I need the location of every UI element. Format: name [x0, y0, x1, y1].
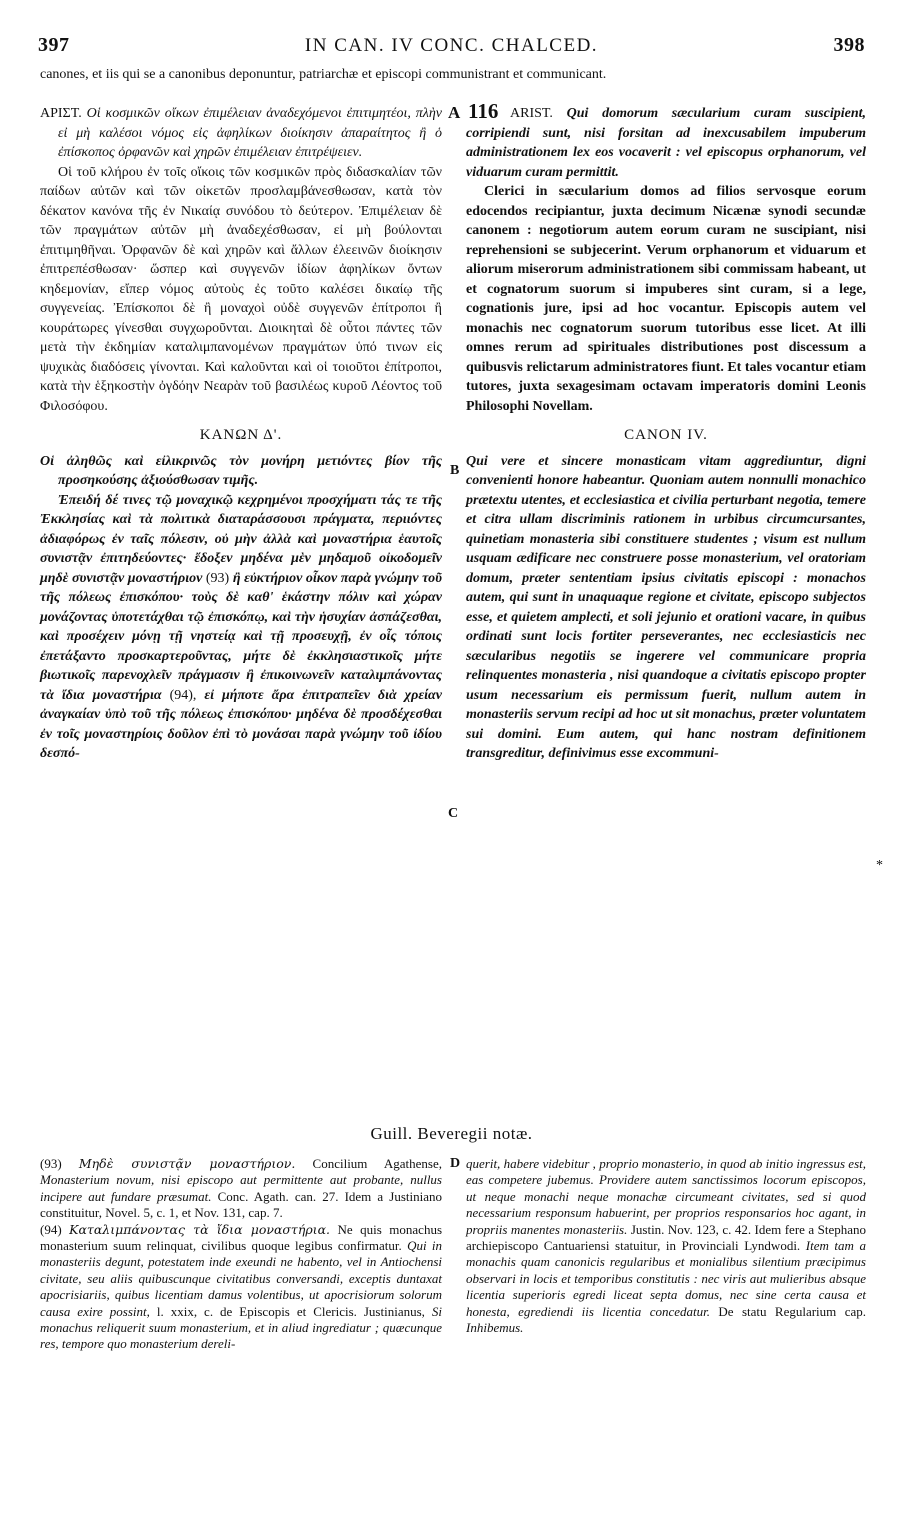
greek-canon-heading: ΚΑΝΩΝ Δ'. — [199, 427, 283, 443]
note-93-lemma: Μηδὲ συνιστᾷν μοναστήριον. — [78, 1156, 296, 1171]
note-93-text-a: Concilium Agathense, — [312, 1156, 443, 1171]
note-ref-93: (93) — [202, 570, 233, 586]
margin-marker-d: D — [450, 1156, 461, 1171]
note-94-cont-quote-a: querit, habere videbitur , proprio monasterio, in quod ab initio ingressus est, eas competere jubemus. Providere autem sanctissimos locorum episcopos, ut neque monachi neque monachæ circumeant civitates, sed si quod necessarium responsum habuerint, per proprios responsarios hoc agant, in propriis manentes monasteriis. — [466, 1156, 866, 1237]
intro-line: canones, et iis qui se a canonibus deponuntur, patriarchæ et episcopi communistrant et communicant. — [40, 67, 607, 82]
margin-marker-b: B — [450, 463, 460, 478]
note-94-quote-a: Qui in monasteriis degunt, potestatem inde exeundi ne habento, vel in Antiochensi civitate, seu aliis quibuscunque civitatibus conversandi, exceptis duntaxat apocrisiariis, quibus licentiam damus volentibus, ut apocrisiorum solorum causa exire possint, — [40, 1238, 442, 1319]
page-header — [38, 34, 865, 60]
note-ref-94: (94), — [161, 687, 205, 703]
note-94-text-a: Ne quis monachus monasterium suum relinquat, civilibus quoque legibus confirmatur. — [40, 1221, 442, 1254]
latin-commentary: Clerici in sæcularium domos ad filios servosque eorum edocendos recipiantur, juxta decimum Nicænæ synodi secundæ canonem : negotiorum autem eorum curam ne suscipiant, nisi reprehensioni se subjecerint. Verum orphanorum et viduarum et aliorum miserorum administrationem sibi commissam habeant, ut et cognatorum suorum si impuberes sint curam, si a lege, cognationis jure, ipsi ad hoc vocantur. Episcopis autem vel monachis nec cognatorum suorum tutoribus esse licet. At illi omnes rerum ad spirituales distributiones post discessum a quibusvis relictarum administratores fiunt. Et tales vocantur etiam tutores, juxta sexagesimam octavam imperatoris domini Leonis Philosophi Novellam. — [466, 184, 866, 414]
greek-canon-summary: Οἱ ἀληθῶς καὶ εἰλικρινῶς τὸν μονήρη μετιόντες βίον τῆς προσηκούσης ἀξιούσθωσαν τιμῆς. — [40, 453, 442, 488]
note-93-number: (93) — [40, 1156, 62, 1171]
latin-arist-text: Qui domorum sæcularium curam suscipient, corripiendi sunt, nisi forsitan ad inexcusabilem impuberum administrationem lex eos vocaverit : vel episcopus orphanorum, vel viduarum curam permittit. — [466, 106, 866, 180]
page-number-right: 398 — [833, 34, 865, 56]
latin-canon-text: Qui vere et sincere monasticam vitam aggrediuntur, digni convenienti honore habeantur. Quoniam autem nonnulli monachico prætextu utentes, et ecclesiastica et civilia perturbant negotia, temere et citra ullam discriminis rationem in urbibus circumcursantes, quinetiam monasteria sibi constituere studentes ; visum est nullum usquam ædificare nec construere posse monasterium, vel oratoriam domum, præter sententiam ipsius civitatis episcopi : monachos autem, qui sunt in unaquaque regione et civitate, episcopo subjectos esse, et quietem amplecti, et soli jejunio et orationi vacare, in quibus ordinati sunt locis fortiter perseverantes, nec ecclesiasticis nec sæcularibus negotiis se ingerere vel communicare propria relinquentes monasteria , nisi quandoque a civitatis episcopo propter usum necessarium eis permissum fuerit, nullum autem in monasteriis servum recipi ad hoc ut sit monachus, præter voluntatem sui domini. Eum autem, qui hanc nostram definitionem transgreditur, definivimus esse excommuni- — [466, 453, 866, 761]
note-94 — [40, 1222, 442, 1353]
greek-canon-text-1: Ἐπειδή δέ τινες τῷ μοναχικῷ κεχρημένοι προσχήματι τάς τε τῆς Ἐκκλησίας καὶ τὰ πολιτικὰ διαταράσσουσι πράγματα, περιιόντες ἀδιαφόρως ἐν ταῖς πόλεσιν, οὐ μὴν ἀλλὰ καὶ μοναστήρια ἑαυτοῖς συνιστᾷν ἐπιτηδεύοντες· ἔδοξεν μηδένα μὲν μηδαμοῦ οἰκοδομεῖν μηδὲ συνιστᾷν μοναστήριον — [40, 492, 442, 586]
latin-arist-label: ARIST. — [510, 106, 553, 121]
latin-column — [466, 104, 866, 764]
greek-canon-text-2: ἢ εὐκτήριον οἶκον παρὰ γνώμην τοῦ τῆς πόλεως ἐπισκόπου· τοὺς δὲ καθ' ἑκάστην πόλιν καὶ χώραν μονάζοντας ὑποτετάχθαι τῷ ἐπισκόπῳ, καὶ τὴν ἡσυχίαν ἀσπάζεσθαι, καὶ προσέχειν μόνῃ τῇ νηστείᾳ καὶ τῇ προσευχῇ, ἐν οἷς τόποις ἐπετάξαντο προσκαρτεροῦντας, μήτε δὲ ἐκκλησιαστικοῖς μήτε βιωτικοῖς παρενοχλεῖν πράγμασιν ἢ ἐπικοινωνεῖν καταλιμπάνοντας τὰ ἴδια μοναστήρια — [40, 570, 442, 703]
greek-arist-paragraph — [40, 104, 442, 163]
margin-marker-c: C — [448, 806, 459, 821]
page-number-left: 397 — [38, 34, 70, 56]
greek-arist-label: ΑΡΙΣΤ. — [40, 106, 82, 121]
note-94-cont-text-a: Justin. Nov. 123, c. 42. Idem fere a Stephano archiepiscopo Cantuariensi statuitur, in Provinciali Lyndwodi. — [466, 1221, 867, 1254]
greek-canon-text — [40, 491, 442, 764]
note-93 — [40, 1156, 442, 1222]
greek-commentary: Οἱ τοῦ κλήρου ἐν τοῖς οἴκοις τῶν κοσμικῶν πρὸς διδασκαλίαν τῶν παίδων αὐτῶν καὶ τῶν οἰκετῶν προσλαμβάνεσθωσαν, κατὰ τὸν δέκατον κανόνα τῆς ἐν Νικαίᾳ συνόδου τὸ δεύτερον. Ἐπιμέλειαν δὲ τῶν πραγμάτων αὐτῶν μὴ ἀναδεχέσθωσαν, εἰ μὴ βούλονται ἐπιτιμηθῆναι. Ὀρφανῶν δὲ καὶ χηρῶν καὶ ἄλλων ἐλεεινῶν διοίκησιν ἐπιτρεπέσθωσαν· ὥσπερ καὶ συγγενῶν ἰδίων ἀφηλίκων ὄντων κηδεμονίαν, εἴπερ νόμος αὐτοὺς ἐς τοῦτο καλέσει δικαίῳ τῆς συγγενείας. Ἐπίσκοποι δὲ ἢ μοναχοὶ οὐδὲ συγγενῶν ἐπίτροποι ἢ κουράτωρες γίνεσθαι συγχωροῦνται. Διοικηταὶ δὲ οὗτοι πάντες τῶν μετὰ τὴν ἐκδημίαν καταλιμπανομένων πραγμάτων ὑπό τινων εἰς ψυχικὰς διαδόσεις γίνονται. Καὶ καλοῦνται καὶ οἱ τοιοῦτοι ἐπίτροποι, κατὰ τὴν ἑξηκοστὴν ὀγδόην Νεαρὰν τοῦ βασιλέως κυροῦ Λέοντος τοῦ Φιλοσόφου. — [40, 164, 442, 414]
notes-right-column — [466, 1156, 866, 1336]
margin-marker-star: * — [876, 858, 883, 873]
notes-left-column — [40, 1156, 442, 1353]
note-94-cont-quote-b: Item tam a monachis quam canonicis regularibus et monialibus silentium præcipimus observari in locis et temporibus constitutis : nec viris aut mulieribus absque licentia superioris egredi liceat septa domus, nec sine certa causa et honesta, egrediendi iis licentia concedatur. — [466, 1238, 866, 1319]
latin-arist-paragraph — [466, 104, 866, 182]
latin-canon-heading: CANON IV. — [624, 427, 708, 443]
note-94-text-b: l. xxix, c. de Episcopis et Clericis. Justinianus, — [156, 1303, 425, 1319]
note-94-lemma: Καταλιμπάνοντας τὰ ἴδια μοναστήρια. — [69, 1221, 331, 1237]
notes-heading: Guill. Beveregii notæ. — [370, 1124, 533, 1143]
note-94-cont-text-b: De statu Regularium cap. — [718, 1303, 866, 1319]
column-number: 116 — [468, 99, 499, 123]
note-94-number: (94) — [40, 1221, 62, 1237]
note-94-cont-quote-c: Inhibemus. — [466, 1320, 524, 1336]
note-93-quote: Monasterium novum, nisi episcopo aut permittente aut probante, nullus incipere aut fundare præsumat. — [40, 1172, 442, 1204]
margin-marker-a: A — [448, 103, 461, 122]
greek-canon-text-3: εἰ μήποτε ἄρα ἐπιτραπεῖεν διὰ χρείαν ἀναγκαίαν ὑπὸ τοῦ τῆς πόλεως ἐπισκόπου· μηδένα δὲ προσδέχεσθαι ἐν τοῖς μοναστηρίοις δοῦλον ἐπὶ τὸ μονάσαι παρὰ γνώμην τοῦ ἰδίου δεσπό- — [40, 687, 442, 761]
note-93-text-b: Conc. Agath. can. 27. Idem a Justiniano constituitur, Novel. 5, c. 1, et Nov. 131, cap. 7. — [40, 1188, 442, 1221]
greek-arist-text: Οἱ κοσμικῶν οἴκων ἐπιμέλειαν ἀναδεχόμενοι ἐπιτιμητέοι, πλὴν εἰ μὴ καλέσοι νόμος εἰς ἀφηλίκων διοίκησιν ἀπαραίτητος ἢ ὁ ἐπίσκοπος ὀρφανῶν καὶ χηρῶν ἐπιμέλειαν ἐπιτρέψειεν. — [58, 106, 442, 160]
note-94-continued — [466, 1156, 866, 1336]
greek-column — [40, 104, 442, 764]
running-title: IN CAN. IV CONC. CHALCED. — [304, 35, 599, 56]
note-94-quote-b: Si monachus reliquerit suum monasterium, et in aliud ingrediatur ; quæcunque res, tempore quo monasterium dereli- — [40, 1303, 443, 1352]
